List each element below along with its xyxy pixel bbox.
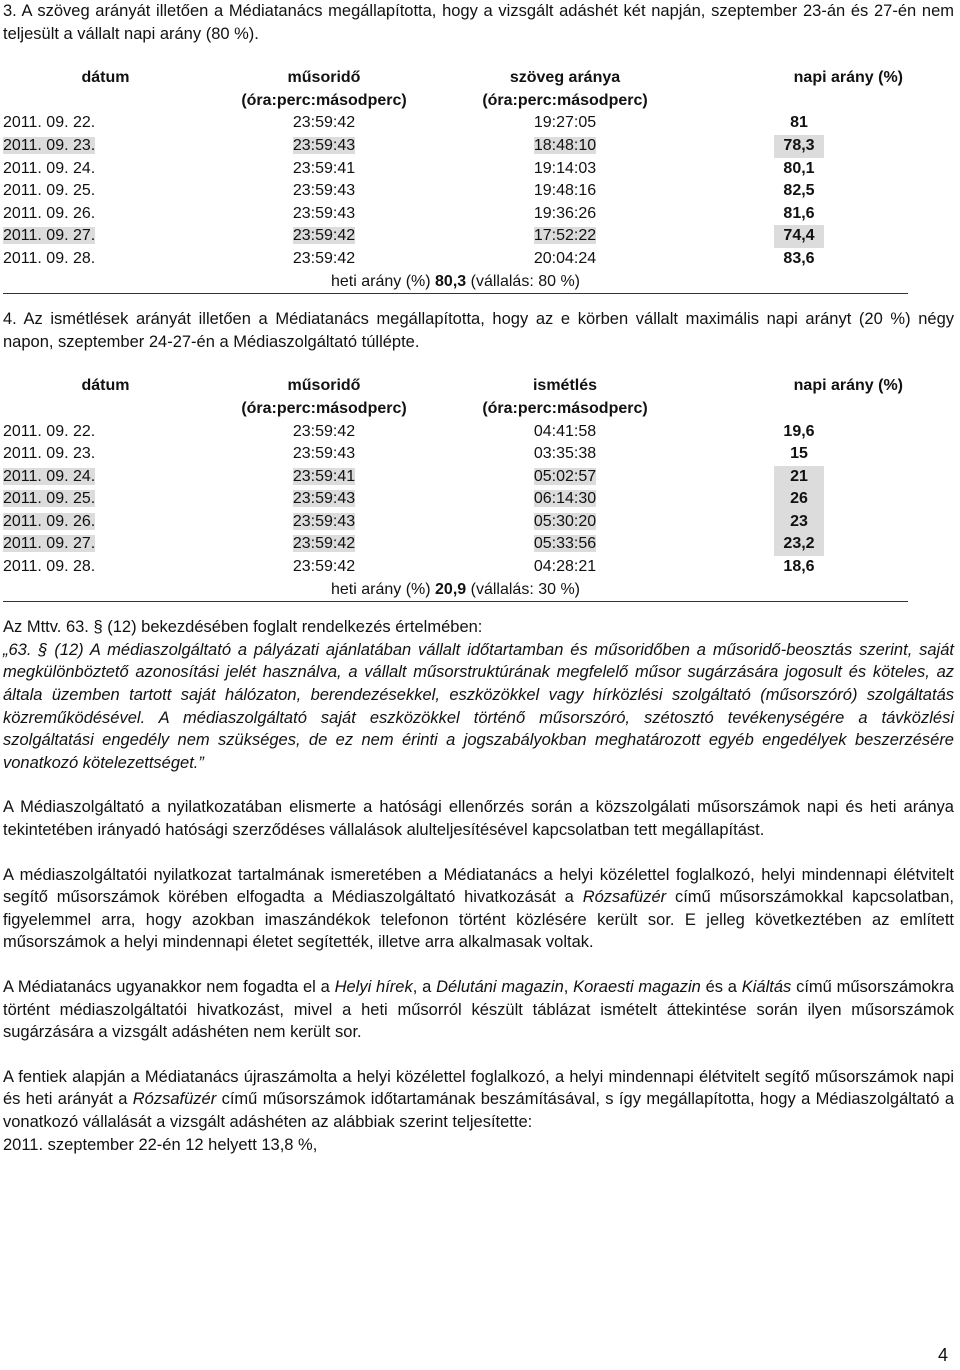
cell-daily-ratio-text: 26 — [774, 488, 824, 511]
cell-airtime — [208, 511, 440, 534]
cell-daily-ratio — [690, 511, 908, 534]
cell-value-text: 05:30:20 — [533, 512, 597, 530]
cell-daily-ratio — [690, 112, 908, 135]
cell-airtime — [208, 443, 440, 466]
cell-date — [3, 158, 208, 181]
cell-value-text: 03:35:38 — [533, 445, 597, 463]
cell-date — [3, 488, 208, 511]
cell-daily-ratio — [690, 180, 908, 203]
cell-value-text: 19:27:05 — [533, 114, 597, 132]
col-header-ratio-unit: (óra:perc:másodperc) — [482, 399, 648, 417]
col-header-ratio-unit: (óra:perc:másodperc) — [482, 91, 648, 109]
cell-date — [3, 248, 208, 271]
program-title-rozsafuzer: Rózsafüzér — [132, 1090, 217, 1109]
paragraph-accepted-reference — [0, 864, 954, 954]
table-row — [3, 225, 908, 248]
cell-daily-ratio — [690, 135, 908, 158]
cell-date-text: 2011. 09. 24. — [3, 467, 96, 485]
cell-daily-ratio — [690, 488, 908, 511]
summary-commitment: (vállalás: 30 %) — [470, 580, 580, 598]
cell-value — [440, 203, 690, 226]
paragraph-text: , — [563, 977, 574, 996]
cell-airtime-text: 23:59:41 — [292, 467, 356, 485]
cell-date-text: 2011. 09. 23. — [3, 136, 96, 154]
summary-row — [3, 579, 908, 602]
cell-airtime-text: 23:59:42 — [292, 558, 356, 576]
table-row — [3, 203, 908, 226]
cell-date — [3, 203, 208, 226]
cell-airtime — [208, 533, 440, 556]
table-row — [3, 248, 908, 271]
table-row — [3, 135, 908, 158]
table-row — [3, 158, 908, 181]
table-row — [3, 511, 908, 534]
cell-value — [440, 421, 690, 444]
table-row — [3, 421, 908, 444]
cell-daily-ratio — [690, 466, 908, 489]
cell-daily-ratio-text: 23 — [774, 511, 824, 534]
item-4-text: 4. Az ismétlések arányát illetően a Médiatanács megállapította, hogy az e körben vállalt maximális napi arányt (20 %) négy napon, szeptember 24-27-én a Médiaszolgáltató túllépte. — [3, 310, 954, 351]
cell-date — [3, 443, 208, 466]
table-repeat-ratio — [3, 375, 908, 602]
paragraph-text: , a — [412, 977, 437, 996]
cell-date — [3, 533, 208, 556]
cell-daily-ratio-text: 82,5 — [783, 182, 815, 200]
cell-value — [440, 488, 690, 511]
cell-value-text: 04:41:58 — [533, 422, 597, 440]
cell-date — [3, 225, 208, 248]
program-title-rozsafuzer: Rózsafüzér — [582, 888, 667, 907]
cell-daily-ratio — [690, 533, 908, 556]
cell-date-text: 2011. 09. 25. — [3, 182, 96, 200]
cell-date-text: 2011. 09. 27. — [3, 535, 96, 553]
cell-airtime — [208, 158, 440, 181]
cell-value-text: 19:36:26 — [533, 204, 597, 222]
cell-daily-ratio — [690, 203, 908, 226]
cell-date — [3, 421, 208, 444]
table-row — [3, 533, 908, 556]
paragraph-text: című műsorszámok időtartamának beszámításával, s így megállapította, hogy a Médiaszolgáltató a vonatkozó vállalását a vizsgált adáshéten az alábbiak szerint teljesítette: — [3, 1090, 955, 1131]
table-row — [3, 180, 908, 203]
cell-airtime — [208, 466, 440, 489]
col-header-airtime: műsoridő — [287, 377, 361, 395]
cell-airtime — [208, 556, 440, 579]
col-header-date: dátum — [81, 377, 130, 395]
cell-value-text: 17:52:22 — [533, 227, 597, 245]
cell-value-text: 19:48:16 — [533, 182, 597, 200]
program-title-helyi-hirek: Helyi hírek — [334, 977, 413, 996]
cell-value — [440, 533, 690, 556]
cell-value — [440, 112, 690, 135]
cell-value-text: 19:14:03 — [533, 159, 597, 177]
cell-value — [440, 158, 690, 181]
cell-value — [440, 135, 690, 158]
cell-daily-ratio — [690, 248, 908, 271]
cell-airtime — [208, 112, 440, 135]
cell-value-text: 04:28:21 — [533, 558, 597, 576]
program-title-koraesti-magazin: Koraesti magazin — [573, 977, 701, 996]
cell-date-text: 2011. 09. 24. — [3, 159, 96, 177]
summary-label: heti arány (%) — [330, 272, 431, 290]
table-row — [3, 488, 908, 511]
table-row — [3, 112, 908, 135]
cell-airtime-text: 23:59:42 — [292, 422, 356, 440]
cell-airtime-text: 23:59:42 — [292, 535, 356, 553]
cell-airtime-text: 23:59:43 — [292, 490, 356, 508]
cell-airtime — [208, 203, 440, 226]
cell-daily-ratio — [690, 421, 908, 444]
summary-value: 80,3 — [435, 272, 467, 290]
cell-airtime-text: 23:59:41 — [292, 159, 356, 177]
col-header-date: dátum — [81, 69, 130, 87]
paragraph-acknowledgement: A Médiaszolgáltató a nyilatkozatában elismerte a hatósági ellenőrzés során a közszolgálati műsorszámok napi és heti aránya tekintetében irányadó hatósági szerződéses vállalások alulteljesítésével kapcsolatban tett megállapítást. — [3, 798, 954, 839]
cell-airtime — [208, 421, 440, 444]
cell-daily-ratio — [690, 158, 908, 181]
paragraph-text: című műsorszámokra történt médiaszolgáltatói hivatkozást, mivel a heti műsorról készült táblázat ismételt áttekintése során ilyen műsorszámok sugárzására a vizsgált adáshéten nem került sor. — [3, 977, 954, 1042]
cell-airtime — [208, 135, 440, 158]
cell-date-text: 2011. 09. 26. — [3, 512, 96, 530]
cell-value — [440, 511, 690, 534]
cell-value-text: 18:48:10 — [533, 136, 597, 154]
cell-value-text: 06:14:30 — [533, 490, 597, 508]
cell-airtime — [208, 225, 440, 248]
cell-value-text: 20:04:24 — [533, 249, 597, 267]
cell-airtime-text: 23:59:43 — [292, 512, 356, 530]
col-header-airtime: műsoridő — [287, 69, 361, 87]
paragraph-text: A fentiek alapján a Médiatanács újraszámolta a helyi közélettel foglalkozó, a helyi mindennapi élétvitelt segítő műsorszámok napi és heti arányát a — [3, 1067, 954, 1109]
cell-airtime-text: 23:59:42 — [292, 227, 356, 245]
cell-date-text: 2011. 09. 23. — [3, 445, 96, 463]
cell-daily-ratio — [690, 556, 908, 579]
cell-daily-ratio-text: 83,6 — [783, 249, 815, 267]
paragraph-rejected-reference — [0, 976, 954, 1044]
cell-value — [440, 443, 690, 466]
cell-airtime-text: 23:59:42 — [292, 114, 356, 132]
col-header-ratio: szöveg aránya — [509, 69, 621, 87]
cell-value-text: 05:02:57 — [533, 467, 597, 485]
col-header-ratio: ismétlés — [532, 377, 598, 395]
law-intro: Az Mttv. 63. § (12) bekezdésében foglalt rendelkezés értelmében: — [3, 618, 483, 637]
cell-date — [3, 511, 208, 534]
cell-daily-ratio-text: 23,2 — [774, 533, 824, 556]
col-header-daily: napi arány (%) — [793, 377, 903, 395]
cell-date — [3, 556, 208, 579]
program-title-kialtas: Kiáltás — [741, 977, 792, 996]
cell-airtime — [208, 180, 440, 203]
cell-value — [440, 248, 690, 271]
col-header-airtime-unit: (óra:perc:másodperc) — [241, 399, 407, 417]
cell-date — [3, 466, 208, 489]
table-row — [3, 556, 908, 579]
cell-airtime-text: 23:59:43 — [292, 204, 356, 222]
table-row — [3, 443, 908, 466]
cell-date-text: 2011. 09. 27. — [3, 227, 96, 245]
cell-daily-ratio-text: 81 — [790, 114, 808, 132]
cell-value — [440, 556, 690, 579]
summary-row — [3, 271, 908, 294]
summary-commitment: (vállalás: 80 %) — [470, 272, 580, 290]
cell-daily-ratio-text: 81,6 — [783, 204, 815, 222]
cell-daily-ratio — [690, 443, 908, 466]
cell-daily-ratio-text: 15 — [790, 445, 808, 463]
paragraph-text: című műsorszámokkal kapcsolatban, figyelemmel arra, hogy azokban imaszándékok telefonon történt közlésére került sor. E jelleg következtében az említett műsorszámok a helyi mindennapi életet segítették, illetve arra alkalmasak voltak. — [3, 888, 954, 952]
cell-date — [3, 112, 208, 135]
result-line: 2011. szeptember 22-én 12 helyett 13,8 %, — [3, 1135, 318, 1154]
law-quote: „63. § (12) A médiaszolgáltató a pályázati ajánlatában vállalt időtartamban és műsoridőben a műsoridő-beosztás szerint, saját megkülönböztető azonosítási jelét használva, a vállalt műsorstruktúrának megfelelő műsor sugárzására jogosult és köteles, az általa üzemben tartott saját hálózaton, berendezésekkel, eszközökkel vagy hírközlési szolgáltató (műsorszóró) szolgáltatás közreműködésével. A médiaszolgáltató saját eszközökkel történő műsorszóró, szétosztó tevékenységére a távközlési szolgáltatási engedély nem szükséges, de ez nem érinti a jogszabályokban meghatározott egyéb engedélyek beszerzésére vonatkozó kötelezettséget.” — [3, 640, 954, 772]
cell-airtime-text: 23:59:43 — [292, 182, 356, 200]
cell-date-text: 2011. 09. 26. — [3, 204, 96, 222]
summary-label: heti arány (%) — [330, 580, 431, 598]
cell-value — [440, 466, 690, 489]
paragraph-recalculation — [0, 1066, 954, 1134]
cell-date — [3, 180, 208, 203]
item-3-text: 3. A szöveg arányát illetően a Médiatanács megállapította, hogy a vizsgált adáshét két napján, szeptember 23-án és 27-én nem teljesült a vállalt napi arány (80 %). — [3, 2, 954, 43]
summary-value: 20,9 — [435, 580, 467, 598]
cell-daily-ratio-text: 19,6 — [783, 422, 815, 440]
cell-date — [3, 135, 208, 158]
cell-value — [440, 180, 690, 203]
cell-airtime — [208, 488, 440, 511]
cell-date-text: 2011. 09. 25. — [3, 490, 96, 508]
col-header-airtime-unit: (óra:perc:másodperc) — [241, 91, 407, 109]
cell-daily-ratio-text: 18,6 — [783, 558, 815, 576]
paragraph-text: A médiaszolgáltatói nyilatkozat tartalmának ismeretében a Médiatanács a helyi közélettel foglalkozó, helyi mindennapi élétvitelt segítő műsorszámok körében elfogadta a Médiaszolgáltató hivatkozását a — [3, 865, 954, 907]
col-header-daily: napi arány (%) — [793, 69, 903, 87]
cell-airtime — [208, 248, 440, 271]
paragraph-text: A Médiatanács ugyanakkor nem fogadta el a — [3, 977, 335, 996]
cell-airtime-text: 23:59:43 — [292, 136, 356, 154]
cell-airtime-text: 23:59:43 — [292, 445, 356, 463]
cell-daily-ratio — [690, 225, 908, 248]
table-text-ratio — [3, 67, 908, 294]
cell-value-text: 05:33:56 — [533, 535, 597, 553]
cell-daily-ratio-text: 74,4 — [774, 225, 824, 248]
cell-daily-ratio-text: 21 — [774, 466, 824, 489]
cell-date-text: 2011. 09. 28. — [3, 249, 96, 267]
table-row — [3, 466, 908, 489]
cell-airtime-text: 23:59:42 — [292, 249, 356, 267]
cell-date-text: 2011. 09. 22. — [3, 114, 96, 132]
program-title-delutani-magazin: Délutáni magazin — [436, 977, 564, 996]
paragraph-text: és a — [700, 977, 742, 996]
cell-value — [440, 225, 690, 248]
cell-daily-ratio-text: 80,1 — [783, 159, 815, 177]
page-number: 4 — [937, 1345, 948, 1366]
cell-date-text: 2011. 09. 22. — [3, 422, 96, 440]
cell-date-text: 2011. 09. 28. — [3, 558, 96, 576]
cell-daily-ratio-text: 78,3 — [774, 135, 824, 158]
